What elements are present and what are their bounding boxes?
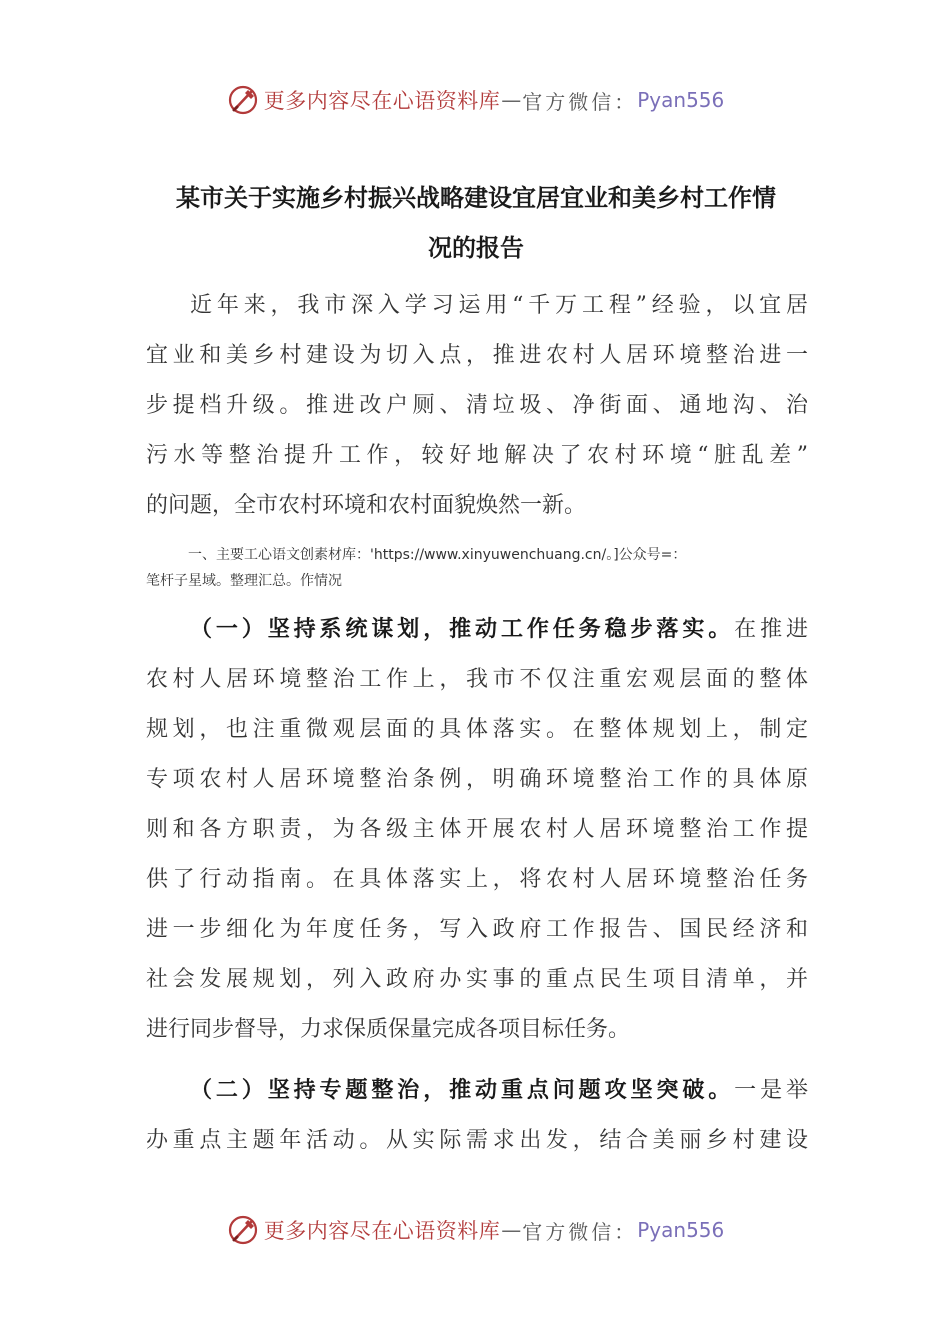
watermark-library-text: 更多内容尽在心语资料库 — [263, 89, 501, 113]
intro-line: 近年来，我市深入学习运用“千万工程”经验，以宜居 — [190, 293, 808, 318]
para1-line: 则和各方职责，为各级主体开展农村人居环境整治工作提 — [146, 817, 808, 842]
para1-line: 供了行动指南。在具体落实上，将农村人居环境整治任务 — [146, 867, 808, 892]
para1-heading: （一）坚持系统谋划，推动工作任务稳步落实。 — [190, 617, 735, 642]
watermark-wechat-label: 官方微信： — [522, 1219, 638, 1244]
watermark-wechat-id: Pyan556 — [637, 1218, 725, 1242]
para2-heading: （二）坚持专题整治，推动重点问题攻坚突破。 — [190, 1078, 735, 1103]
section-heading-line-1: 一、主要工心语文创素材库：'https://www.xinyuwenchuang.cn/。]公众号=： — [188, 547, 687, 563]
para2-first-line — [190, 1076, 808, 1106]
watermark-dash: — — [501, 88, 522, 112]
para1-line: 规划，也注重微观层面的具体落实。在整体规划上，制定 — [146, 717, 808, 742]
intro-line: 步提档升级。推进改户厕、清垃圾、净街面、通地沟、治 — [146, 393, 808, 418]
header-watermark — [0, 78, 950, 122]
document-title-line-1: 某市关于实施乡村振兴战略建设宜居宜业和美乡村工作情 — [176, 184, 776, 212]
intro-line: 污水等整治提升工作，较好地解决了农村环境“脏乱差” — [146, 443, 808, 468]
para1-first-line-rest: 在推进 — [734, 617, 808, 642]
para2-first-line-rest: 一是举 — [734, 1078, 808, 1103]
watermark-wechat-id: Pyan556 — [637, 88, 725, 112]
section-heading-line-2: 笔杆子星域。整理汇总。作情况 — [146, 573, 342, 589]
para1-line: 专项农村人居环境整治条例，明确环境整治工作的具体原 — [146, 767, 808, 792]
footer-watermark — [0, 1208, 950, 1252]
watermark-wechat-label: 官方微信： — [522, 89, 638, 114]
pen-logo-icon — [226, 1213, 260, 1247]
para1-line: 进行同步督导，力求保质保量完成各项目标任务。 — [146, 1017, 631, 1042]
para1-first-line — [190, 615, 808, 645]
para2-line: 办重点主题年活动。从实际需求出发，结合美丽乡村建设 — [146, 1128, 808, 1153]
watermark-dash: — — [501, 1218, 522, 1242]
watermark-library-text: 更多内容尽在心语资料库 — [263, 1219, 501, 1243]
para1-line: 进一步细化为年度任务，写入政府工作报告、国民经济和 — [146, 917, 808, 942]
intro-line: 的问题，全市农村环境和农村面貌焕然一新。 — [146, 493, 587, 518]
document-title-line-2: 况的报告 — [428, 234, 524, 262]
intro-line: 宜业和美乡村建设为切入点，推进农村人居环境整治进一 — [146, 343, 808, 368]
para1-line: 社会发展规划，列入政府办实事的重点民生项目清单，并 — [146, 967, 808, 992]
para1-line: 农村人居环境整治工作上，我市不仅注重宏观层面的整体 — [146, 667, 808, 692]
pen-logo-icon — [226, 83, 260, 117]
